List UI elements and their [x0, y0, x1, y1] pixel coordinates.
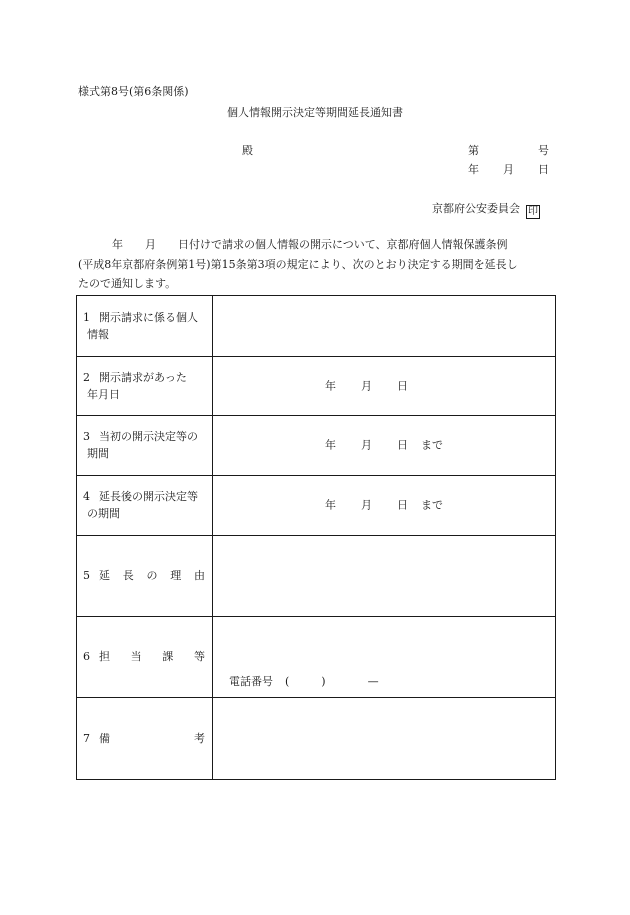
- reference-dai: 第: [468, 144, 479, 157]
- table-row: [77, 415, 555, 476]
- row-label: 開示請求があった: [99, 371, 187, 384]
- body-line-1: [78, 235, 556, 255]
- table-row: [77, 616, 555, 698]
- label-char: 備: [99, 732, 110, 745]
- body-line-3: たので通知します。: [78, 277, 177, 290]
- request-date-field[interactable]: [213, 356, 555, 415]
- phone-label: 電話番号: [229, 674, 273, 688]
- row-label-cont: 期間: [87, 447, 109, 460]
- body-line-2: (平成8年京都府条例第1号)第15条第3項の規定により、次のとおり決定する期間を延長し: [78, 257, 518, 271]
- date-year: 年: [325, 438, 336, 452]
- body-line-1-rest: 日付けで請求の個人情報の開示について、京都府個人情報保護条例: [178, 238, 508, 251]
- seal-icon: 印: [528, 206, 538, 217]
- date-month: 月: [361, 498, 372, 512]
- row-2-label: [77, 356, 213, 415]
- paren-open: (: [285, 674, 290, 688]
- date-month: 月: [361, 378, 372, 392]
- date-year: 年: [325, 498, 336, 512]
- issuer: [432, 201, 540, 219]
- phone-line: [229, 674, 379, 689]
- header-date-day: 日: [538, 163, 549, 176]
- date-month: 月: [361, 438, 372, 452]
- notice-body: [78, 235, 556, 294]
- date-suffix: まで: [421, 438, 443, 452]
- row-number: 3: [83, 430, 90, 443]
- date-day: 日: [397, 378, 408, 392]
- body-month: 月: [145, 238, 156, 251]
- row-3-label: [77, 415, 213, 475]
- row-label-cont: 年月日: [87, 388, 120, 401]
- form-number: 様式第8号(第6条関係): [78, 85, 189, 98]
- reference-go: 号: [538, 144, 549, 157]
- table-row: [77, 697, 555, 779]
- remarks-field[interactable]: [213, 697, 555, 779]
- personal-info-field[interactable]: [213, 296, 555, 356]
- date-suffix: まで: [421, 498, 443, 512]
- row-label-cont: の期間: [87, 507, 120, 520]
- label-char: 課: [162, 650, 174, 663]
- row-number: 4: [83, 490, 90, 503]
- label-char: 担: [99, 650, 110, 663]
- row-number: 6: [83, 650, 90, 663]
- addressee-suffix: 殿: [242, 144, 253, 157]
- phone-dash: —: [367, 674, 379, 688]
- label-char: 等: [193, 650, 205, 663]
- row-5-label: [77, 535, 213, 616]
- row-6-label: [77, 616, 213, 697]
- row-label-cont: 情報: [87, 328, 109, 341]
- body-year: 年: [112, 238, 123, 251]
- paren-close: ): [321, 674, 326, 688]
- issuer-name: 京都府公安委員会: [432, 202, 520, 215]
- row-label: 当初の開示決定等の: [99, 430, 198, 443]
- reason-field[interactable]: [213, 535, 555, 616]
- label-char: 当: [130, 650, 142, 663]
- original-period-field[interactable]: [213, 415, 555, 475]
- table-row: [77, 475, 555, 536]
- label-char: 延: [99, 569, 110, 582]
- department-field[interactable]: [213, 616, 555, 697]
- row-7-label: [77, 697, 213, 779]
- label-char: 考: [194, 732, 205, 745]
- row-label: 開示請求に係る個人: [99, 311, 198, 324]
- date-day: 日: [397, 438, 408, 452]
- form-table: [76, 295, 556, 780]
- row-number: 5: [83, 569, 90, 582]
- row-number: 2: [83, 371, 90, 384]
- label-char: 理: [170, 569, 182, 582]
- table-row: [77, 356, 555, 416]
- label-char: 長: [122, 569, 134, 582]
- date-year: 年: [325, 378, 336, 392]
- extended-period-field[interactable]: [213, 475, 555, 535]
- row-4-label: [77, 475, 213, 535]
- label-char: の: [146, 569, 158, 582]
- date-day: 日: [397, 498, 408, 512]
- document-title: 個人情報開示決定等期間延長通知書: [227, 106, 403, 119]
- header-date-year: 年: [468, 163, 479, 176]
- header-date-month: 月: [503, 163, 514, 176]
- row-label: 延長後の開示決定等: [99, 490, 198, 503]
- table-row: [77, 296, 555, 357]
- label-char: 由: [194, 569, 205, 582]
- table-row: [77, 535, 555, 617]
- row-1-label: [77, 296, 213, 356]
- row-number: 1: [83, 311, 90, 324]
- row-number: 7: [83, 732, 90, 745]
